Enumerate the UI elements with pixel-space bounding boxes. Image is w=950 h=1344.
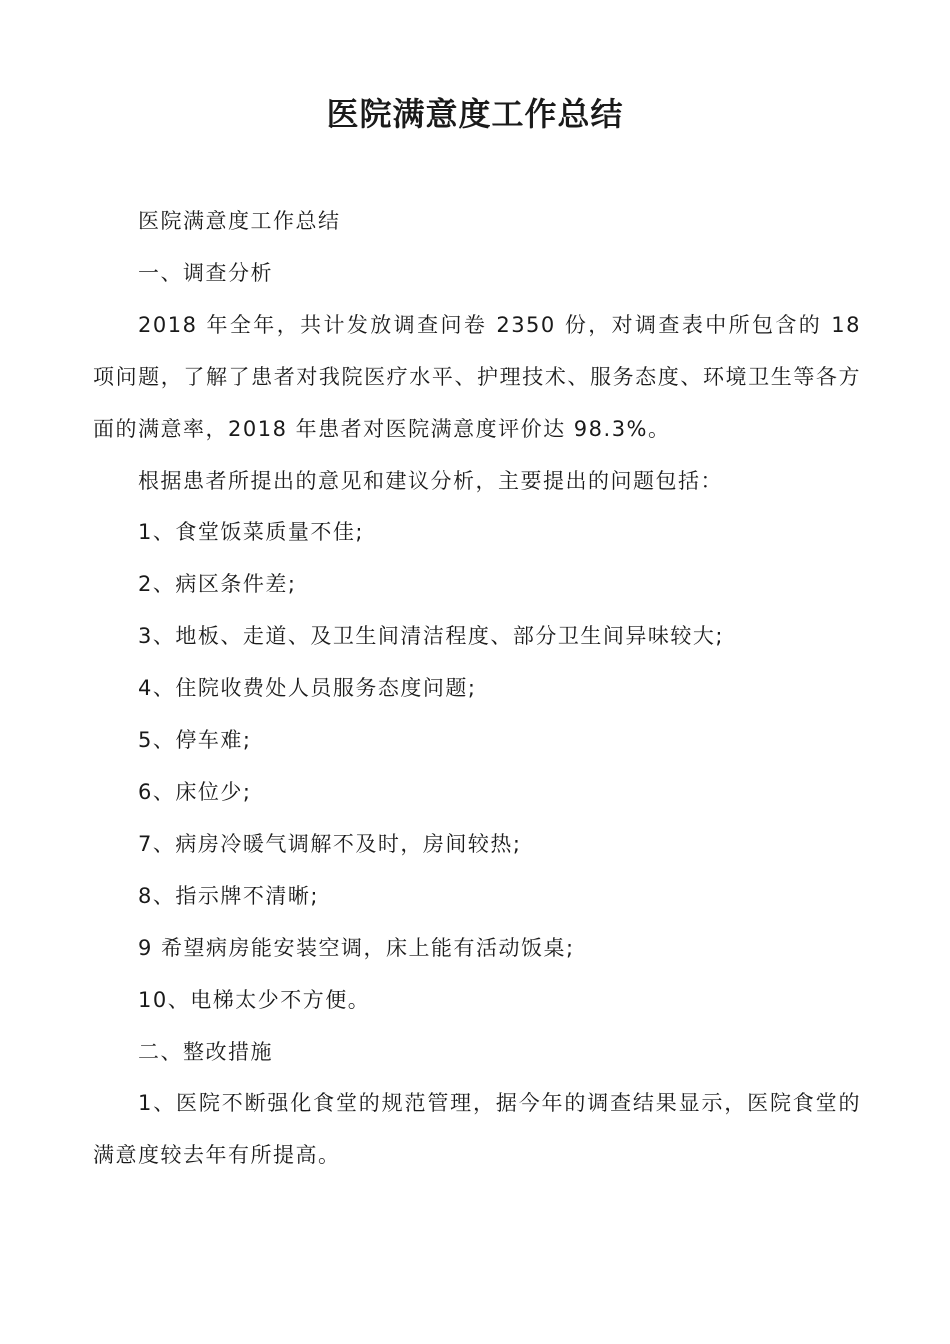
issue-item-1: 1、食堂饭菜质量不佳; (138, 520, 364, 545)
document-title: 医院满意度工作总结 (326, 95, 624, 133)
issue-item-3: 3、地板、走道、及卫生间清洁程度、部分卫生间异味较大; (138, 624, 724, 649)
issue-item-2: 2、病区条件差; (138, 572, 297, 597)
issue-item-7: 7、病房冷暖气调解不及时，房间较热; (138, 831, 522, 856)
issue-item-5: 5、停车难; (138, 728, 252, 753)
issue-item-6: 6、床位少; (138, 779, 252, 804)
paragraph-heading: 医院满意度工作总结 (138, 209, 341, 233)
document-body (93, 196, 861, 1182)
issue-item-8: 8、指示牌不清晰; (138, 883, 319, 908)
section-heading-survey-analysis: 一、调查分析 (138, 260, 273, 285)
section-heading-rectification: 二、整改措施 (138, 1039, 273, 1064)
paragraph-survey-summary: 2018 年全年，共计发放调查问卷 2350 份，对调查表中所包含的 18 项问题，了解了患者对我院医疗水平、护理技术、服务态度、环境卫生等各方面的满意率，2018 年患者对医院满意度评价达 98.3%。 (93, 312, 861, 441)
measure-item-1: 1、医院不断强化食堂的规范管理，据今年的调查结果显示，医院食堂的满意度较去年有所提高。 (93, 1091, 861, 1168)
paragraph-issues-intro: 根据患者所提出的意见和建议分析，主要提出的问题包括： (138, 468, 723, 493)
issue-item-10: 10、电梯太少不方便。 (138, 987, 371, 1012)
issue-item-4: 4、住院收费处人员服务态度问题; (138, 676, 477, 701)
issue-item-9: 9 希望病房能安装空调，床上能有活动饭桌; (138, 935, 575, 960)
